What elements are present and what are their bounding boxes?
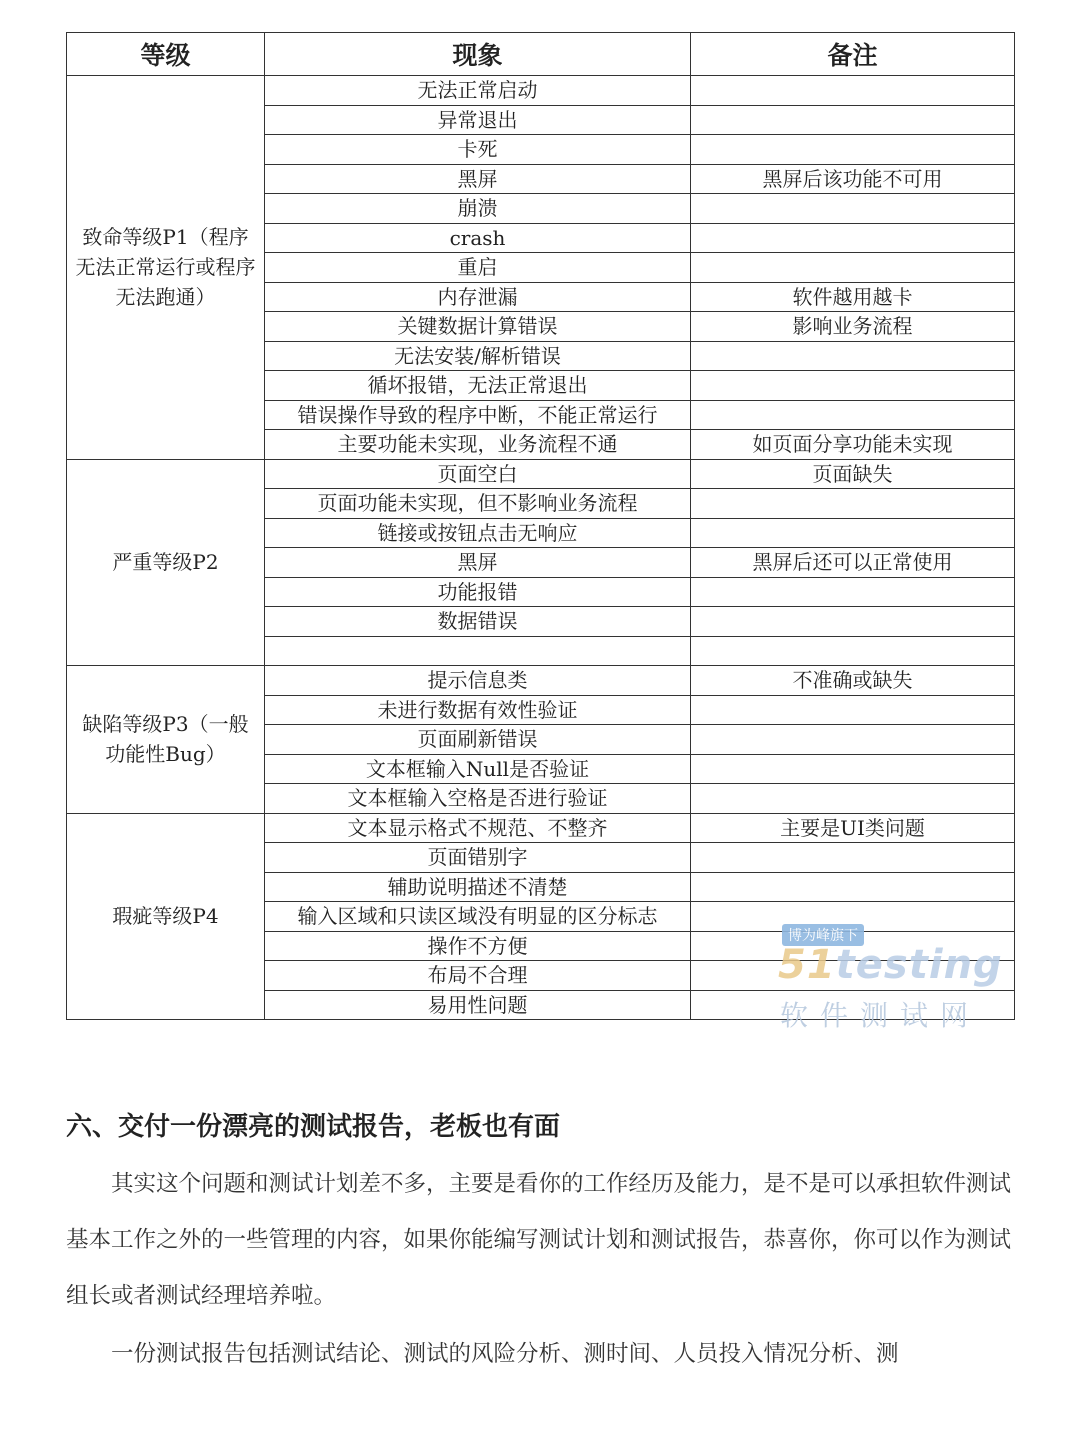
severity-level-cell: 严重等级P2 bbox=[67, 459, 265, 666]
remark-cell bbox=[691, 784, 1015, 814]
phenomenon-cell: 易用性问题 bbox=[265, 990, 691, 1020]
table-body bbox=[67, 76, 1015, 1020]
paragraph: 一份测试报告包括测试结论、测试的风险分析、测时间、人员投入情况分析、测 bbox=[111, 1341, 899, 1367]
phenomenon-cell: 重启 bbox=[265, 253, 691, 283]
phenomenon-cell: 文本显示格式不规范、不整齐 bbox=[265, 813, 691, 843]
remark-cell bbox=[691, 607, 1015, 637]
remark-cell bbox=[691, 253, 1015, 283]
remark-cell: 影响业务流程 bbox=[691, 312, 1015, 342]
phenomenon-cell: 文本框输入Null是否验证 bbox=[265, 754, 691, 784]
phenomenon-cell: 文本框输入空格是否进行验证 bbox=[265, 784, 691, 814]
phenomenon-cell: 无法正常启动 bbox=[265, 76, 691, 106]
severity-level-cell: 缺陷等级P3（一般功能性Bug） bbox=[67, 666, 265, 814]
remark-cell bbox=[691, 223, 1015, 253]
table-row bbox=[67, 76, 1015, 106]
table-row bbox=[67, 459, 1015, 489]
phenomenon-cell: crash bbox=[265, 223, 691, 253]
remark-cell bbox=[691, 843, 1015, 873]
remark-cell bbox=[691, 105, 1015, 135]
phenomenon-cell: 黑屏 bbox=[265, 548, 691, 578]
remark-cell: 页面缺失 bbox=[691, 459, 1015, 489]
remark-cell bbox=[691, 76, 1015, 106]
remark-cell bbox=[691, 902, 1015, 932]
remark-cell bbox=[691, 135, 1015, 165]
paragraph: 其实这个问题和测试计划差不多，主要是看你的工作经历及能力，是不是可以承担软件测试基本工作之外的一些管理的内容，如果你能编写测试计划和测试报告，恭喜你，你可以作为测试组长或者测试经理培养啦。 bbox=[66, 1171, 1012, 1309]
bug-severity-table bbox=[66, 32, 1015, 1020]
phenomenon-cell: 内存泄漏 bbox=[265, 282, 691, 312]
phenomenon-cell: 黑屏 bbox=[265, 164, 691, 194]
phenomenon-cell: 辅助说明描述不清楚 bbox=[265, 872, 691, 902]
remark-cell bbox=[691, 754, 1015, 784]
remark-cell bbox=[691, 518, 1015, 548]
header-remark: 备注 bbox=[691, 33, 1015, 76]
phenomenon-cell: 页面空白 bbox=[265, 459, 691, 489]
remark-cell bbox=[691, 371, 1015, 401]
phenomenon-cell: 循坏报错，无法正常退出 bbox=[265, 371, 691, 401]
header-phenomenon: 现象 bbox=[265, 33, 691, 76]
phenomenon-cell: 异常退出 bbox=[265, 105, 691, 135]
severity-level-cell: 瑕疵等级P4 bbox=[67, 813, 265, 1020]
table-header-row bbox=[67, 33, 1015, 76]
remark-cell bbox=[691, 931, 1015, 961]
watermark-subtitle: 软件测试网 bbox=[780, 999, 981, 1032]
phenomenon-cell: 功能报错 bbox=[265, 577, 691, 607]
phenomenon-cell: 页面错别字 bbox=[265, 843, 691, 873]
remark-cell bbox=[691, 194, 1015, 224]
remark-cell: 软件越用越卡 bbox=[691, 282, 1015, 312]
phenomenon-cell: 关键数据计算错误 bbox=[265, 312, 691, 342]
watermark-badge: 博为峰旗下 bbox=[782, 924, 864, 946]
phenomenon-cell: 提示信息类 bbox=[265, 666, 691, 696]
phenomenon-cell: 页面刷新错误 bbox=[265, 725, 691, 755]
header-level: 等级 bbox=[67, 33, 265, 76]
remark-cell: 黑屏后该功能不可用 bbox=[691, 164, 1015, 194]
remark-cell bbox=[691, 872, 1015, 902]
remark-cell bbox=[691, 725, 1015, 755]
phenomenon-cell: 错误操作导致的程序中断，不能正常运行 bbox=[265, 400, 691, 430]
remark-cell: 黑屏后还可以正常使用 bbox=[691, 548, 1015, 578]
remark-cell bbox=[691, 990, 1015, 1020]
phenomenon-cell: 主要功能未实现，业务流程不通 bbox=[265, 430, 691, 460]
remark-cell: 如页面分享功能未实现 bbox=[691, 430, 1015, 460]
remark-cell bbox=[691, 961, 1015, 991]
remark-cell bbox=[691, 341, 1015, 371]
phenomenon-cell bbox=[265, 636, 691, 666]
table-row bbox=[67, 813, 1015, 843]
phenomenon-cell: 布局不合理 bbox=[265, 961, 691, 991]
remark-cell bbox=[691, 489, 1015, 519]
remark-cell bbox=[691, 400, 1015, 430]
phenomenon-cell: 卡死 bbox=[265, 135, 691, 165]
remark-cell bbox=[691, 695, 1015, 725]
phenomenon-cell: 操作不方便 bbox=[265, 931, 691, 961]
phenomenon-cell: 输入区域和只读区域没有明显的区分标志 bbox=[265, 902, 691, 932]
phenomenon-cell: 无法安装/解析错误 bbox=[265, 341, 691, 371]
watermark-logo-num: 51 bbox=[778, 942, 836, 988]
phenomenon-cell: 崩溃 bbox=[265, 194, 691, 224]
phenomenon-cell: 页面功能未实现，但不影响业务流程 bbox=[265, 489, 691, 519]
remark-cell: 主要是UI类问题 bbox=[691, 813, 1015, 843]
section-title: 六、交付一份漂亮的测试报告，老板也有面 bbox=[66, 1112, 561, 1142]
watermark-logo-text: testing bbox=[835, 942, 1003, 988]
phenomenon-cell: 未进行数据有效性验证 bbox=[265, 695, 691, 725]
remark-cell: 不准确或缺失 bbox=[691, 666, 1015, 696]
phenomenon-cell: 数据错误 bbox=[265, 607, 691, 637]
remark-cell bbox=[691, 636, 1015, 666]
phenomenon-cell: 链接或按钮点击无响应 bbox=[265, 518, 691, 548]
severity-level-cell: 致命等级P1（程序无法正常运行或程序无法跑通） bbox=[67, 76, 265, 460]
remark-cell bbox=[691, 577, 1015, 607]
table-row bbox=[67, 666, 1015, 696]
